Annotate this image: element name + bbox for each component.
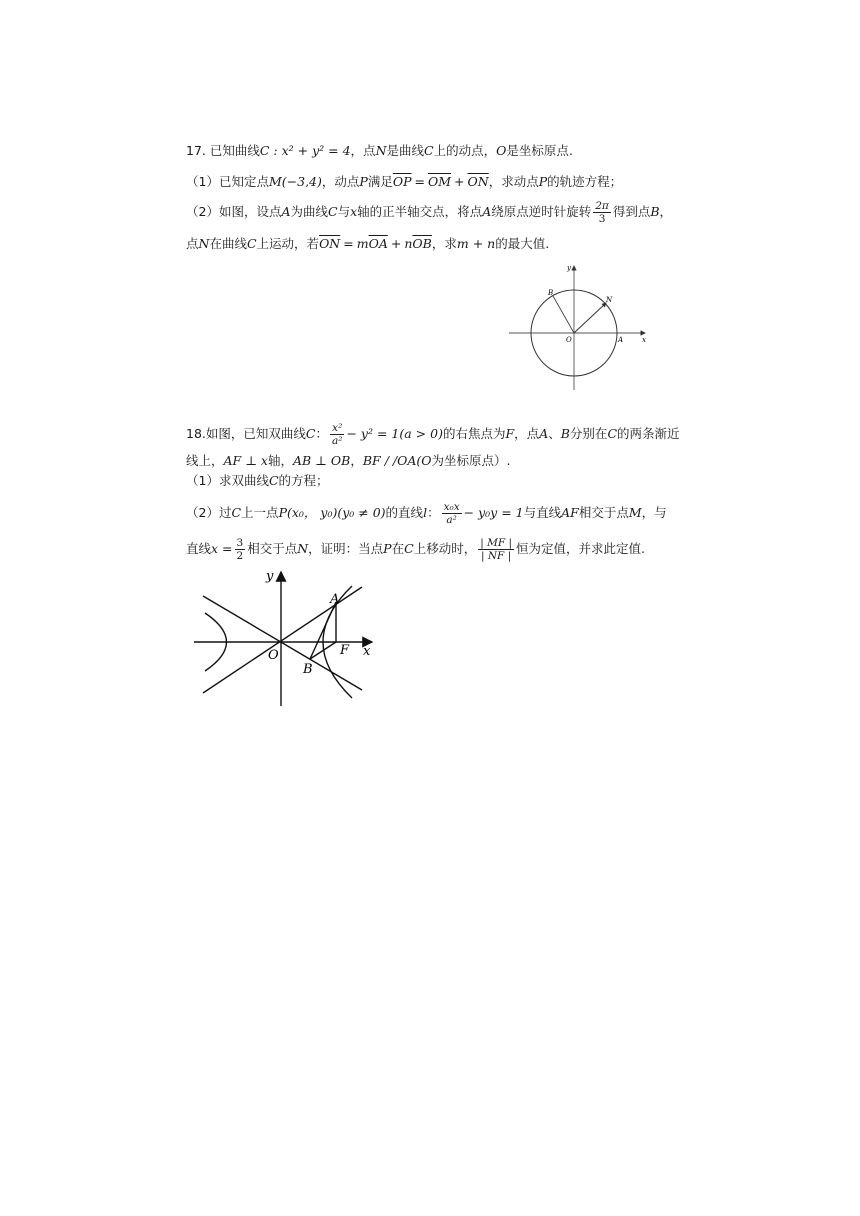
- math: n: [404, 236, 413, 251]
- math: C: [424, 143, 434, 158]
- math: O: [496, 143, 507, 158]
- text: ，求动点: [488, 174, 539, 189]
- text: ，证明：当点: [308, 541, 384, 556]
- text: 已知定点: [218, 174, 269, 189]
- p18-q1: [186, 473, 329, 489]
- label-x: x: [363, 644, 371, 659]
- fraction-numerator: 2π: [595, 200, 609, 212]
- text: 上运动，若: [256, 236, 320, 251]
- label-O: O: [566, 336, 572, 344]
- math: − y₀y = 1: [463, 505, 524, 520]
- text: 线上，: [186, 453, 224, 468]
- math: x: [350, 204, 358, 219]
- segment-OB: [553, 296, 574, 333]
- text: ，求: [431, 236, 457, 251]
- text: ：: [315, 426, 328, 441]
- fraction-denominator: 2: [236, 550, 244, 562]
- math: AB ⊥ OB: [292, 453, 351, 468]
- text: 过: [218, 505, 232, 520]
- subq-number: （1）: [186, 174, 219, 189]
- p17-q2-line2: [186, 236, 549, 252]
- line-fraction: [442, 501, 462, 526]
- hyperbola-fraction: [330, 422, 344, 447]
- math: F: [505, 426, 515, 441]
- p18-q2-line1: [186, 501, 667, 526]
- label-B: B: [303, 662, 313, 677]
- math: +: [454, 174, 465, 189]
- p17-stem: [186, 143, 573, 159]
- text: 轴，: [267, 453, 293, 468]
- p17-q2-line1: [186, 200, 672, 225]
- text: 上的动点，: [433, 143, 497, 158]
- text: 的两条渐近: [617, 426, 680, 441]
- vector: $\overline{OM}$: [427, 174, 452, 189]
- text: 相交于点: [247, 541, 298, 556]
- text: 与直线: [523, 505, 562, 520]
- label-y: y: [567, 264, 571, 272]
- circle-figure: [505, 262, 655, 392]
- math: C: [607, 426, 618, 441]
- vector: $\overline{ON}$: [319, 236, 341, 251]
- text: 为曲线: [290, 204, 329, 219]
- math: C: [305, 426, 316, 441]
- math: N: [375, 143, 387, 158]
- text: 上一点: [241, 505, 279, 520]
- subq-number: （2）: [186, 204, 219, 219]
- label-y: y: [266, 569, 274, 584]
- fraction-numerator: | MF |: [480, 537, 512, 549]
- math: C: [246, 236, 257, 251]
- text: 轴的正半轴交点，将点: [357, 204, 483, 219]
- curve-equation: C : x² + y² = 4: [259, 143, 351, 158]
- label-B: B: [548, 289, 554, 297]
- vector-ON: [574, 303, 606, 333]
- math: M(−3,4): [268, 174, 322, 189]
- math: B: [650, 204, 660, 219]
- math: C: [231, 505, 242, 520]
- math: A: [482, 204, 492, 219]
- text: 与: [337, 204, 351, 219]
- p18-number: 18.: [186, 426, 206, 441]
- math: AF: [561, 505, 579, 520]
- text: 得到点: [612, 204, 651, 219]
- math: N: [297, 541, 309, 556]
- fraction-denominator: 3: [598, 213, 606, 225]
- text: ：: [427, 505, 440, 520]
- text: 绕原点逆时针旋转: [491, 204, 592, 219]
- text: 分别在: [569, 426, 608, 441]
- label-F: F: [340, 643, 350, 658]
- text: ，点: [514, 426, 540, 441]
- fraction-denominator: a²: [332, 435, 343, 447]
- three-halves-fraction: [235, 537, 246, 562]
- text: 如图，已知双曲线: [205, 426, 306, 441]
- math: =: [414, 174, 425, 189]
- hyperbola-figure: [190, 566, 380, 711]
- math: +: [390, 236, 402, 251]
- math: P(x₀， y₀)(y₀ ≠ 0): [278, 505, 386, 520]
- p18-stem-line2: [186, 453, 510, 469]
- text: 是坐标原点.: [506, 143, 573, 158]
- text: 相交于点: [578, 505, 629, 520]
- math: C: [328, 204, 338, 219]
- vector: $\overline{OA}$: [368, 236, 388, 251]
- vector: $\overline{ON}$: [467, 174, 489, 189]
- text: 、: [548, 426, 561, 441]
- text: 点: [186, 236, 199, 251]
- ratio-fraction: [478, 537, 514, 562]
- text: ，: [659, 204, 673, 219]
- label-A: A: [618, 336, 624, 344]
- text: ，点: [350, 143, 376, 158]
- label-A: A: [330, 592, 340, 607]
- p18-stem: [186, 422, 680, 447]
- fraction-denominator: | NF |: [480, 550, 512, 562]
- text: ，: [350, 453, 363, 468]
- fraction-denominator: a²: [446, 514, 457, 526]
- text: ，与: [641, 505, 667, 520]
- fraction-numerator: 3: [236, 537, 244, 549]
- math: A: [539, 426, 549, 441]
- math: C: [404, 541, 414, 556]
- math: P: [383, 541, 392, 556]
- vector: $\overline{OP}$: [392, 174, 412, 189]
- text: ，动点: [321, 174, 360, 189]
- label-N: N: [606, 296, 613, 304]
- label-O: O: [268, 648, 279, 663]
- subq-number: （2）: [186, 505, 219, 520]
- math: M: [628, 505, 642, 520]
- text: 如图，设点: [218, 204, 282, 219]
- text: 的右焦点为: [442, 426, 506, 441]
- math: P: [538, 174, 548, 189]
- text: 已知曲线: [209, 143, 260, 158]
- math: N: [198, 236, 210, 251]
- math: − y² = 1(a > 0): [346, 426, 443, 441]
- text: 在: [391, 541, 405, 556]
- text: 恒为定值，并求此定值.: [516, 541, 645, 556]
- text: 的最大值.: [495, 236, 550, 251]
- text: 求双曲线: [218, 473, 269, 488]
- p17-number: 17.: [186, 143, 206, 158]
- text: 上移动时，: [413, 541, 477, 556]
- text: 满足: [367, 174, 393, 189]
- text: 在曲线: [209, 236, 247, 251]
- text: 是曲线: [386, 143, 425, 158]
- p17-q1: [186, 174, 622, 190]
- math: A: [281, 204, 291, 219]
- p18-q2-line2: [186, 537, 645, 562]
- label-x: x: [642, 336, 646, 344]
- text: 的方程；: [278, 473, 329, 488]
- subq-number: （1）: [186, 473, 219, 488]
- text: 的直线: [385, 505, 424, 520]
- angle-fraction: [593, 200, 611, 225]
- math: B: [560, 426, 570, 441]
- math: BF / /OA(O: [362, 453, 432, 468]
- math: C: [268, 473, 279, 488]
- math: m: [356, 236, 369, 251]
- text: 为坐标原点）.: [431, 453, 511, 468]
- math: =: [343, 236, 354, 251]
- math: l: [423, 505, 428, 520]
- text: 的轨迹方程；: [547, 174, 623, 189]
- text: 直线: [186, 541, 212, 556]
- math: m + n: [456, 236, 496, 251]
- math: AF ⊥ x: [223, 453, 268, 468]
- math: x =: [211, 541, 233, 556]
- vector: $\overline{OB}$: [412, 236, 432, 251]
- fraction-numerator: x²: [330, 422, 344, 435]
- fraction-numerator: x₀x: [443, 501, 460, 513]
- math: P: [359, 174, 368, 189]
